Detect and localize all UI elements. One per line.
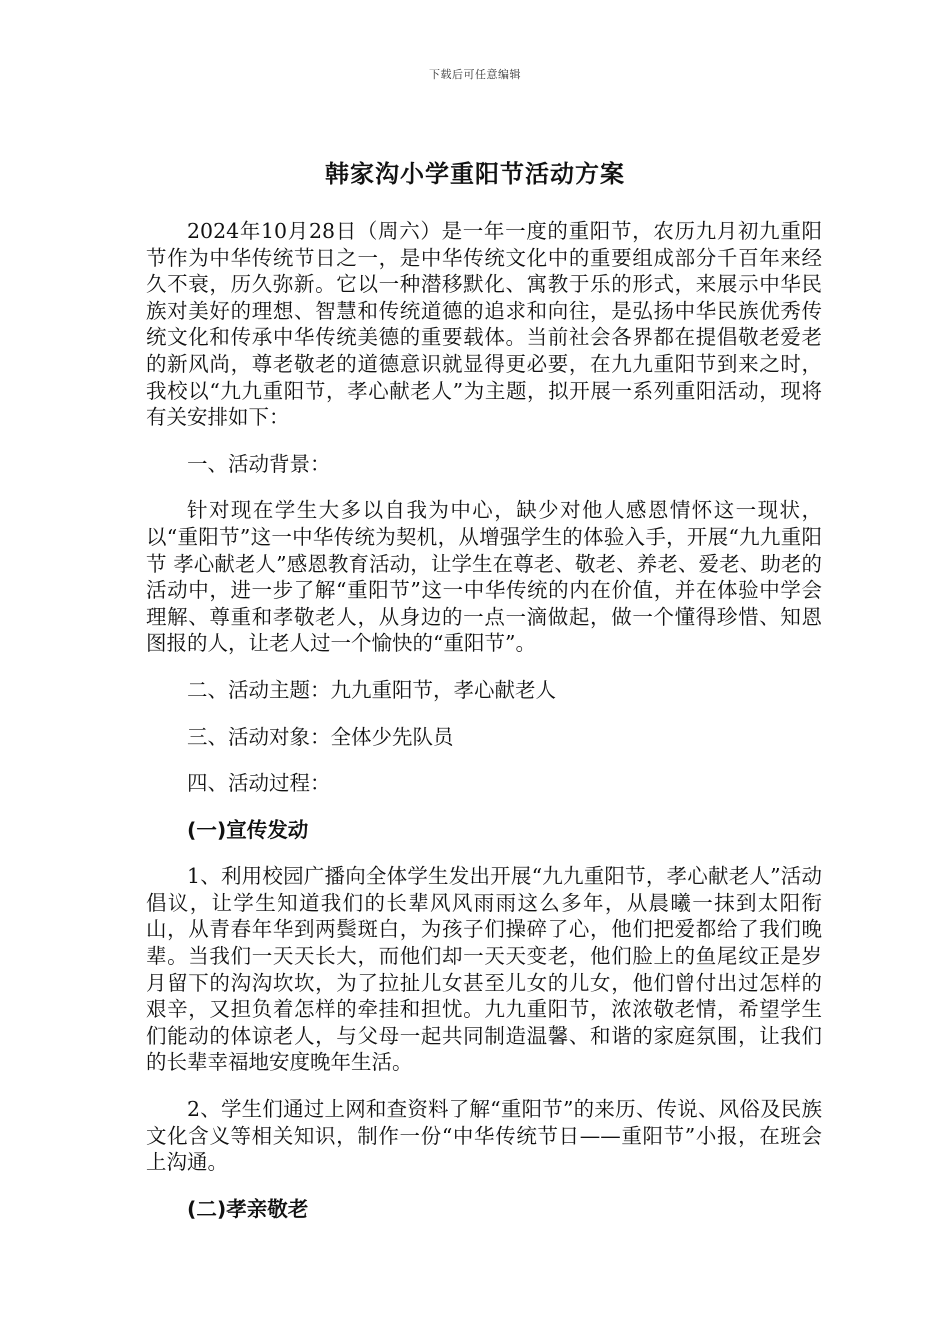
subheading-publicity: (一)宣传发动 [187, 817, 309, 842]
section-heading-theme: 二、活动主题：九九重阳节，孝心献老人 [187, 677, 556, 702]
document-body [146, 218, 822, 1242]
section-heading-process: 四、活动过程： [187, 771, 331, 796]
subheading-filial-piety: (二)孝亲敬老 [187, 1196, 309, 1221]
section-heading-audience: 三、活动对象：全体少先队员 [187, 724, 454, 749]
publicity-item-1: 1、利用校园广播向全体学生发出开展“九九重阳节，孝心献老人”活动倡议，让学生知道我们的长辈风风雨雨这么多年，从晨曦一抹到太阳衔山，从青春年华到两鬓斑白，为孩子们操碎了心，他们把爱都给了我们晚辈。当我们一天天长大，而他们却一天天变老，他们脸上的鱼尾纹正是岁月留下的沟沟坎坎，为了拉扯儿女甚至儿女的儿女，他们曾付出过怎样的艰辛，又担负着怎样的牵挂和担忧。九九重阳节，浓浓敬老情，希望学生们能动的体谅老人，与父母一起共同制造温馨、和谐的家庭氛围，让我们的长辈幸福地安度晚年生活。 [146, 864, 822, 1075]
intro-paragraph: 2024年10月28日（周六）是一年一度的重阳节，农历九月初九重阳节作为中华传统节日之一，是中华传统文化中的重要组成部分千百年来经久不衰，历久弥新。它以一种潜移默化、寓教于乐的形式，来展示中华民族对美好的理想、智慧和传统道德的追求和向往，是弘扬中华民族优秀传统文化和传承中华传统美德的重要载体。当前社会各界都在提倡敬老爱老的新风尚，尊老敬老的道德意识就显得更必要，在九九重阳节到来之时，我校以“九九重阳节，孝心献老人”为主题，拟开展一系列重阳活动，现将有关安排如下： [146, 219, 822, 430]
publicity-item-2: 2、学生们通过上网和查资料了解“重阳节”的来历、传说、风俗及民族文化含义等相关知识，制作一份“中华传统节日——重阳节”小报，在班会上沟通。 [146, 1097, 822, 1175]
section-heading-background: 一、活动背景： [187, 451, 331, 476]
document-title: 韩家沟小学重阳节活动方案 [325, 159, 625, 188]
background-paragraph: 针对现在学生大多以自我为中心，缺少对他人感恩情怀这一现状，以“重阳节”这一中华传统为契机，从增强学生的体验入手，开展“九九重阳节 孝心献老人”感恩教育活动，让学生在尊老、敬老、养老、爱老、助老的活动中，进一步了解“重阳节”这一中华传统的内在价值，并在体验中学会理解、尊重和孝敬老人，从身边的一点一滴做起，做一个懂得珍惜、知恩图报的人，让老人过一个愉快的“重阳节”。 [146, 498, 822, 656]
header-note: 下载后可任意编辑 [429, 68, 521, 81]
